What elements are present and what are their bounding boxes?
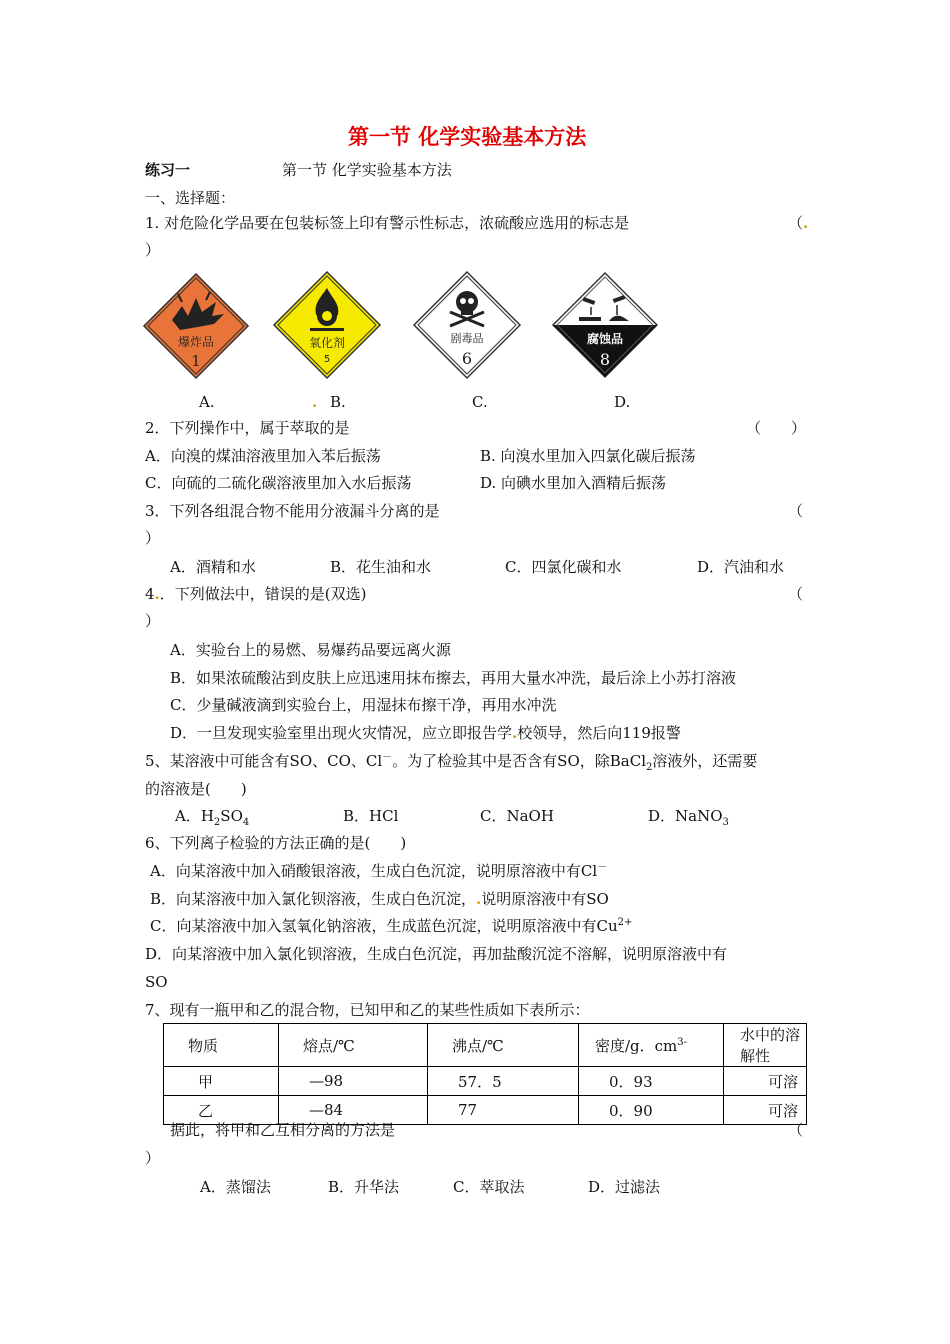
- option-a-part2: SO: [220, 807, 243, 825]
- question-7-option-d: D．过滤法: [588, 1178, 661, 1196]
- table-cell: 77: [428, 1096, 579, 1125]
- flame-over-circle-icon: [272, 270, 382, 380]
- question-4-stem: ．下列做法中，错误的是(双选): [159, 585, 367, 603]
- question-3-option-a: A．酒精和水: [170, 558, 256, 576]
- hazard-sign-oxidizer: [272, 270, 382, 380]
- hazard-sign-corrosive: [551, 271, 659, 379]
- question-4-option-a: A．实验台上的易燃、易爆药品要远离火源: [170, 641, 451, 659]
- table-cell: 乙: [164, 1096, 279, 1125]
- question-4-option-c: C．少量碱液滴到实验台上，用湿抹布擦干净，再用水冲洗: [170, 696, 557, 714]
- question-2-option-a: A．向溴的煤油溶液里加入苯后振荡: [145, 447, 381, 465]
- question-4-text: [145, 584, 367, 604]
- question-4-option-d: [170, 723, 681, 743]
- question-7-text: 7、现有一瓶甲和乙的混合物，已知甲和乙的某些性质如下表所示：: [145, 1001, 590, 1019]
- question-5-option-c: C．NaOH: [480, 807, 554, 825]
- table-header-cell: 沸点/℃: [428, 1024, 579, 1067]
- corrosive-icon: [551, 271, 659, 379]
- question-6-option-d: D．向某溶液中加入氯化钡溶液，生成白色沉淀，再加盐酸沉淀不溶解，说明原溶液中有: [145, 945, 728, 963]
- question-5-part2: 。为了检验其中是否含有SO，除BaCl: [392, 752, 646, 770]
- question-6-option-c: [150, 916, 632, 936]
- table-cell: 0．93: [579, 1067, 724, 1096]
- sign-number: 1: [191, 352, 201, 370]
- question-7-paren-close: ）: [145, 1149, 161, 1167]
- table-row: [164, 1067, 807, 1096]
- properties-table: [163, 1023, 807, 1125]
- question-3-paren-close: ）: [145, 529, 161, 547]
- question-5-option-d: [648, 806, 729, 826]
- option-a-part1: A．H: [175, 807, 214, 825]
- exercise-subtitle: 第一节 化学实验基本方法: [282, 161, 452, 179]
- question-3-option-b: B．花生油和水: [330, 558, 432, 576]
- option-a-sub1: 2: [213, 817, 221, 828]
- hazard-sign-explosive: [142, 272, 250, 380]
- stray-dot: .: [312, 393, 318, 411]
- question-2-option-b: B. 向溴水里加入四氯化碳后振荡: [480, 447, 696, 465]
- stray-dot: .: [154, 585, 160, 603]
- sign-option-a: A.: [199, 393, 215, 411]
- question-5-option-b: B．HCl: [343, 807, 399, 825]
- question-4-paren-close: ）: [145, 612, 161, 630]
- table-cell: 可溶: [724, 1096, 807, 1125]
- table-cell: —98: [279, 1067, 428, 1096]
- stray-dot: .: [512, 724, 518, 742]
- question-2-option-c: C．向硫的二硫化碳溶液里加入水后振荡: [145, 474, 412, 492]
- density-header-text: 密度/g．cm: [595, 1036, 678, 1055]
- sign-option-b: B.: [330, 393, 346, 411]
- question-2-text: 2．下列操作中，属于萃取的是: [145, 419, 350, 437]
- sign-number: 5: [323, 354, 331, 365]
- sign-number: 6: [461, 349, 473, 368]
- question-4-number: 4: [145, 585, 155, 603]
- stray-dot: .: [476, 890, 482, 908]
- question-4-option-b: B．如果浓硫酸沾到皮肤上应迅速用抹布擦去，再用大量水冲洗，最后涂上小苏打溶液: [170, 669, 737, 687]
- question-2-paren: （ ）: [746, 419, 807, 437]
- table-cell: —84: [279, 1096, 428, 1125]
- option-c-sup: 2+: [617, 917, 633, 928]
- sign-label: 剧毒品: [450, 332, 484, 345]
- option-a-sup: －: [597, 862, 608, 873]
- table-cell: 甲: [164, 1067, 279, 1096]
- sign-number: 8: [599, 350, 611, 369]
- option-b-part2: 说明原溶液中有SO: [481, 890, 609, 908]
- question-4-paren-open: （: [788, 585, 804, 603]
- question-6-option-a: [150, 861, 607, 881]
- question-3-paren-open: （: [788, 502, 804, 520]
- table-header-cell-density: [579, 1024, 724, 1067]
- sign-label: 腐蚀品: [586, 332, 624, 346]
- question-5-sub: 2: [646, 762, 653, 773]
- question-7-conclusion: 据此，将甲和乙互相分离的方法是: [170, 1121, 396, 1139]
- question-7-option-c: C．萃取法: [453, 1178, 525, 1196]
- option-a-text: A．向某溶液中加入硝酸银溶液，生成白色沉淀，说明原溶液中有Cl: [150, 862, 598, 880]
- option-d-part1: D．NaNO: [648, 807, 723, 825]
- hazard-sign-toxic: [412, 270, 522, 380]
- question-1-paren-close: ）: [145, 241, 161, 259]
- question-3-text: 3．下列各组混合物不能用分液漏斗分离的是: [145, 502, 440, 520]
- question-6-option-d-line2: SO: [145, 973, 168, 991]
- question-4-option-d-part2: 校领导，然后向119报警: [517, 724, 681, 742]
- page-title: 第一节 化学实验基本方法: [348, 124, 587, 149]
- sign-label: 氧化剂: [308, 336, 346, 350]
- table-cell: 57．5: [428, 1067, 579, 1096]
- option-d-sub: 3: [722, 817, 729, 828]
- question-1-text: 1. 对危险化学品要在包装标签上印有警示性标志，浓硫酸应选用的标志是: [145, 214, 630, 232]
- question-4-option-d-part1: D．一旦发现实验室里出现火灾情况，应立即报告学: [170, 724, 513, 742]
- option-b-part1: B．向某溶液中加入氯化钡溶液，生成白色沉淀，: [150, 890, 477, 908]
- stray-dot: .: [803, 214, 809, 232]
- table-cell: 0．90: [579, 1096, 724, 1125]
- question-7-option-a: A．蒸馏法: [200, 1178, 271, 1196]
- question-7-paren-open: （: [788, 1121, 804, 1139]
- question-3-option-c: C．四氯化碳和水: [505, 558, 622, 576]
- table-header-cell: 水中的溶解性: [724, 1024, 807, 1067]
- skull-crossbones-icon: [412, 270, 522, 380]
- exercise-label: 练习一: [145, 161, 191, 179]
- question-5-part1: 5、某溶液中可能含有SO、CO、Cl: [145, 752, 383, 770]
- section-heading: 一、选择题：: [145, 189, 236, 207]
- explosion-icon: [142, 272, 250, 380]
- question-5-text: [145, 751, 757, 771]
- option-c-text: C．向某溶液中加入氢氧化钠溶液，生成蓝色沉淀，说明原溶液中有Cu: [150, 917, 618, 935]
- table-header-cell: 熔点/℃: [279, 1024, 428, 1067]
- question-2-option-d: D. 向碘水里加入酒精后振荡: [480, 474, 667, 492]
- question-5-part3: 溶液外，还需要: [652, 752, 758, 770]
- sign-option-d: D.: [614, 393, 631, 411]
- table-header-row: [164, 1024, 807, 1067]
- question-3-option-d: D．汽油和水: [697, 558, 785, 576]
- question-6-text: 6、下列离子检验的方法正确的是( ): [145, 834, 407, 852]
- sign-option-c: C.: [472, 393, 488, 411]
- table-cell: 可溶: [724, 1067, 807, 1096]
- density-header-sup: 3-: [677, 1036, 688, 1048]
- question-5-option-a: [175, 806, 249, 826]
- question-7-option-b: B．升华法: [328, 1178, 400, 1196]
- option-a-sub2: 4: [242, 817, 250, 828]
- sign-label: 爆炸品: [177, 335, 215, 349]
- question-5-text-line2: 的溶液是( ): [145, 780, 247, 798]
- question-5-sup: －: [382, 752, 393, 763]
- question-1-paren-open: （: [788, 214, 804, 232]
- question-6-option-b: [150, 889, 609, 909]
- table-header-cell: 物质: [164, 1024, 279, 1067]
